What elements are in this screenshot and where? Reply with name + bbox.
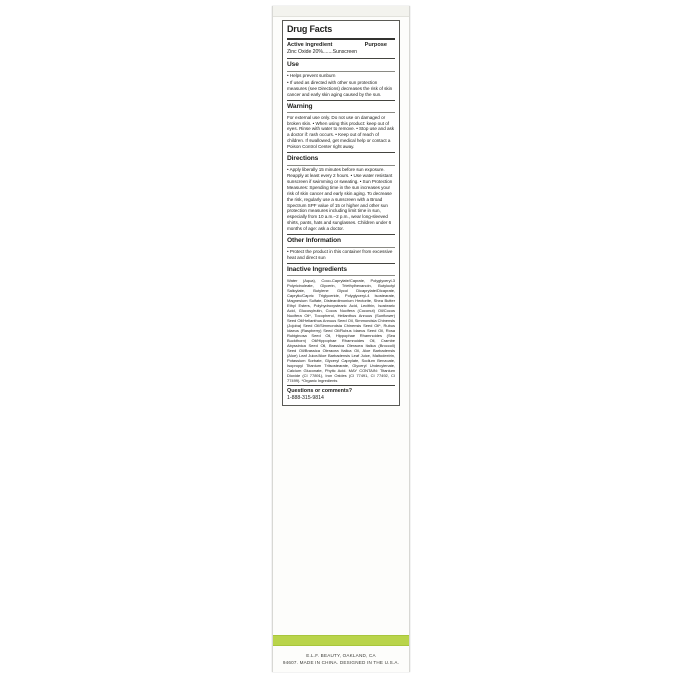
divider-after-inactive-ingredients <box>287 385 395 386</box>
warning-content: For external use only. Do not use on damaged or broken skin. • When using this product: keep out of eyes. Rinse with water to remove. • Stop use and ask a doctor if: rash occurs. • Keep out of reach of children. If swallowed, get medical help or contact a Poison Control Center right away. <box>287 114 395 150</box>
use-item-0: • Helps prevent sunburn <box>287 73 336 78</box>
divider-thick <box>287 38 395 40</box>
directions-content: • Apply liberally 15 minutes before sun exposure. Reapply at least every 2 hours. • Use water resistant sunscreen if swimming or sweating. • Sun Protection Measures: Spending time in the sun increases your risk of skin cancer and early skin aging. To decrease the risk, regularly use a sunscreen with a Broad Spectrum SPF value of 15 or higher and other sun protection measures including limit time in sun, especially from 10 a.m.–2 p.m., wear long-sleeved shirts, pants, hats and sunglasses. Children under 6 months of age: ask a doctor. <box>287 167 393 232</box>
other-information-heading: Other Information <box>287 237 341 245</box>
divider-after-other-information <box>287 263 395 264</box>
package-top-edge <box>273 6 409 17</box>
purpose-label: Purpose <box>364 42 387 48</box>
inactive-ingredients-content: Water (Aqua), Coco-Caprylate/Caprate, Polyglyceryl-3 Polyricinoleate, Glycerin, Triethylhexanoin, Butyloctyl Salicylate, Butylene Glycol Dicaprylate/Dicaprate, Caprylic/Capric Triglyceride, Polyglyceryl-4 Isostearate, Magnesium Sulfate, Disteardimonium Hectorite, Shea Butter Ethyl Esters, Polyhydroxystearic Acid, Lecithin, Isostearic Acid, Glucosylrutin, Cocos Nucifera (Coconut) Oil/Cocos Nucifera Oil*, Tocopherol, Helianthus Annuus (Sunflower) Seed Oil/Helianthus Annuus Seed Oil, Simmondsia Chinensis (Jojoba) Seed Oil/Simmondsia Chinensis Seed Oil*, Rubus Idaeus (Raspberry) Seed Oil/Rubus Idaeus Seed Oil, Rosa Rubiginosa Seed Oil, Hippophae Rhamnoides (Sea Buckthorn) Oil/Hippophae Rhamnoides Oil, Crambe Abyssinica Seed Oil, Brassica Oleracea Italica (Broccoli) Seed Oil/Brassica Oleracea Italica Oil, Aloe Barbadensis (Aloe) Leaf Juice/Aloe Barbadensis Leaf Juice, Maltodextrin, Potassium Sorbate, Glyceryl Caprylate, Sodium Benzoate, Isopropyl Titanium Triisostearate, Glyceryl Undecylenate, Calcium Gluconate, Phytic Acid. MAY CONTAIN: Titanium Dioxide (CI 77891), Iron Oxides (CI 77491, CI 77492, CI 77499). *Organic Ingredients <box>287 277 395 383</box>
divider-under-inactive-ingredients <box>287 275 395 276</box>
drug-facts-panel <box>282 20 400 406</box>
questions-heading: Questions or comments? <box>287 387 352 394</box>
footer-line-2: 94607. MADE IN CHINA. DESIGNED IN THE U.S.A. <box>282 660 400 665</box>
product-package <box>272 6 410 672</box>
footer-line-1: E.L.F. BEAUTY, OAKLAND, CA <box>306 653 376 658</box>
use-content <box>287 73 395 98</box>
use-heading: Use <box>287 61 299 68</box>
divider-after-use <box>287 100 395 101</box>
divider-under-directions <box>287 165 395 166</box>
warning-heading: Warning <box>287 102 313 110</box>
inactive-ingredients-heading: Inactive Ingredients <box>287 265 347 273</box>
divider-under-other-information <box>287 247 395 248</box>
divider-after-directions <box>287 234 395 235</box>
use-item-1: • If used as directed with other sun protection measures (see Directions) decreases the risk of skin cancer and early skin aging caused by the sun. <box>287 79 393 97</box>
divider-under-use <box>287 71 395 72</box>
active-ingredient-columns <box>287 42 395 49</box>
directions-heading: Directions <box>287 155 319 163</box>
package-footer <box>273 648 409 670</box>
active-ingredient-value: Zinc Oxide 20%.......Sunscreen <box>287 49 358 55</box>
drug-facts-title: Drug Facts <box>287 24 333 34</box>
questions-phone[interactable]: 1-888-315-9814 <box>287 394 324 401</box>
divider-after-active <box>287 58 395 59</box>
brand-accent-strip <box>273 635 409 646</box>
other-information-content: • Protect the product in this container from excessive heat and direct sun <box>287 249 393 260</box>
active-ingredient-label: Active ingredient <box>287 42 333 48</box>
divider-under-warning <box>287 112 395 113</box>
divider-after-warning <box>287 152 395 153</box>
